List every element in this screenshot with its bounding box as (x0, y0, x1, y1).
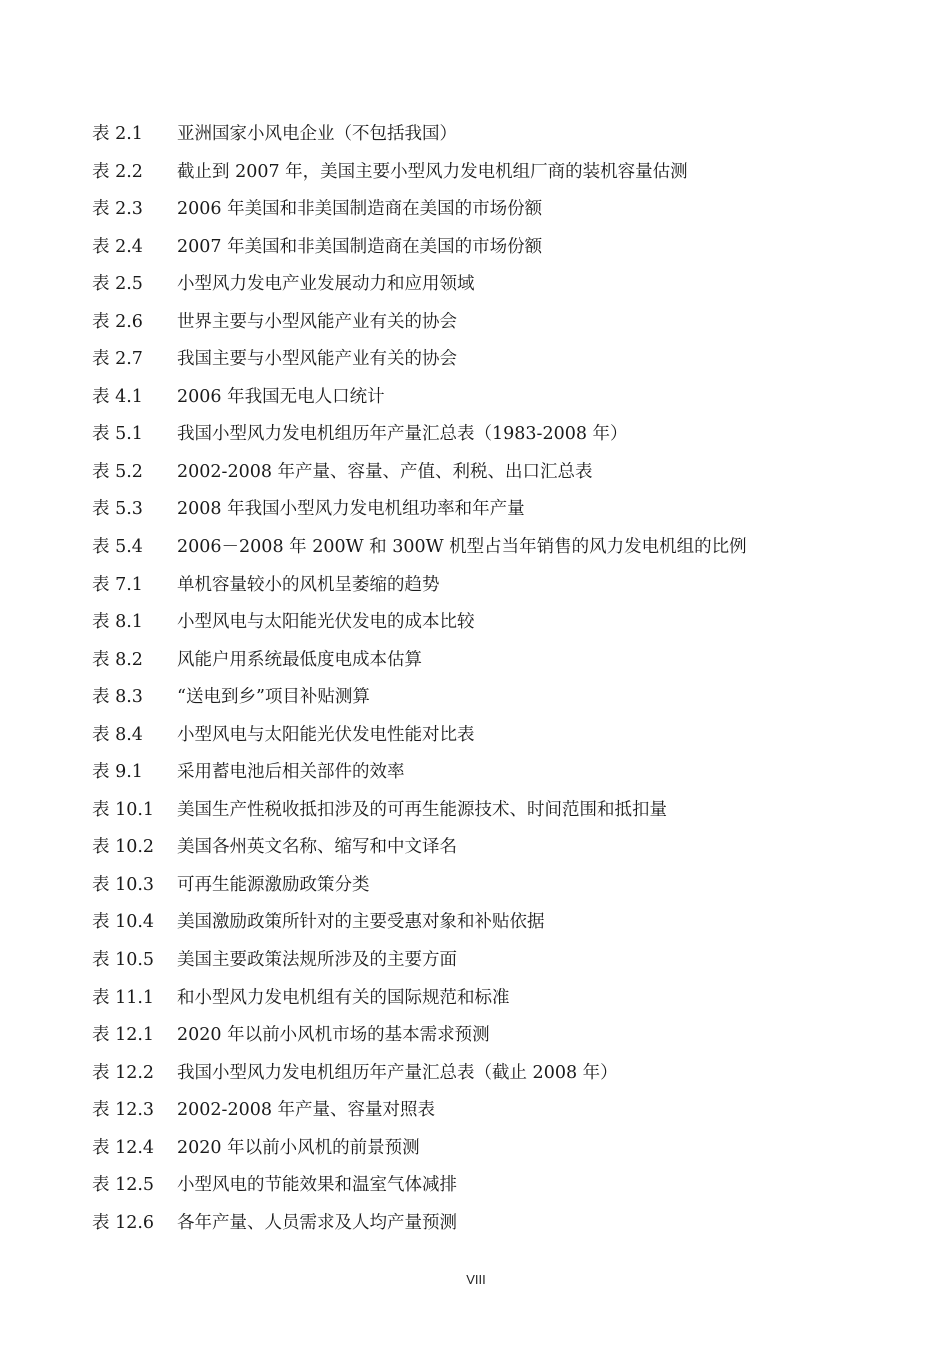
list-item (92, 942, 892, 980)
list-item (92, 191, 892, 229)
list-item (92, 454, 892, 492)
table-number: 表 12.1 (92, 1025, 155, 1046)
table-number: 表 2.3 (92, 199, 143, 220)
list-item (92, 717, 892, 755)
list-item (92, 1167, 892, 1205)
table-title: 截止到 2007 年，美国主要小型风力发电机组厂商的装机容量估测 (177, 161, 688, 182)
table-number: 表 10.5 (92, 950, 155, 971)
table-title: 我国小型风力发电机组历年产量汇总表（1983-2008 年） (177, 424, 628, 445)
table-number: 表 12.4 (92, 1137, 155, 1158)
table-number: 表 5.4 (92, 537, 143, 558)
list-item (92, 529, 892, 567)
list-item (92, 304, 892, 342)
list-item (92, 341, 892, 379)
table-number: 表 2.1 (92, 124, 143, 144)
table-title: 世界主要与小型风能产业有关的协会 (177, 311, 457, 332)
table-number: 表 2.6 (92, 311, 143, 332)
table-number: 表 10.2 (92, 837, 155, 858)
list-item (92, 642, 892, 680)
table-number: 表 9.1 (92, 762, 143, 783)
table-title: 2006 年美国和非美国制造商在美国的市场份额 (177, 199, 543, 220)
table-number: 表 12.3 (92, 1100, 155, 1121)
table-title: 小型风电与太阳能光伏发电性能对比表 (177, 724, 475, 745)
list-item (92, 379, 892, 417)
table-title: 我国小型风力发电机组历年产量汇总表（截止 2008 年） (177, 1062, 618, 1083)
list-item (92, 604, 892, 642)
table-number: 表 5.1 (92, 424, 143, 445)
list-item (92, 867, 892, 905)
table-number: 表 10.4 (92, 912, 155, 933)
table-number: 表 10.3 (92, 874, 155, 895)
table-number: 表 7.1 (92, 574, 143, 595)
list-item (92, 829, 892, 867)
list-of-tables (92, 116, 892, 1242)
table-title: 和小型风力发电机组有关的国际规范和标准 (177, 987, 510, 1008)
table-number: 表 2.7 (92, 349, 143, 370)
table-title: 采用蓄电池后相关部件的效率 (177, 762, 405, 783)
table-title: 小型风电与太阳能光伏发电的成本比较 (177, 612, 475, 633)
table-number: 表 10.1 (92, 799, 155, 820)
table-title: “送电到乡”项目补贴测算 (177, 687, 370, 708)
table-title: 我国主要与小型风能产业有关的协会 (177, 349, 457, 370)
table-title: 亚洲国家小风电企业（不包括我国） (177, 124, 457, 144)
list-item (92, 679, 892, 717)
table-number: 表 12.6 (92, 1212, 155, 1233)
table-number: 表 2.5 (92, 274, 143, 295)
list-item (92, 754, 892, 792)
table-number: 表 12.2 (92, 1062, 155, 1083)
table-number: 表 8.4 (92, 724, 143, 745)
table-number: 表 4.1 (92, 386, 143, 407)
list-item (92, 1055, 892, 1093)
table-number: 表 2.4 (92, 236, 143, 257)
list-item (92, 154, 892, 192)
table-title: 2020 年以前小风机市场的基本需求预测 (177, 1025, 490, 1046)
table-number: 表 8.1 (92, 612, 143, 633)
list-item (92, 567, 892, 605)
table-title: 美国生产性税收抵扣涉及的可再生能源技术、时间范围和抵扣量 (177, 799, 667, 820)
table-title: 2002-2008 年产量、容量、产值、利税、出口汇总表 (177, 461, 593, 482)
list-item (92, 980, 892, 1018)
list-item (92, 1205, 892, 1243)
list-item (92, 416, 892, 454)
table-title: 美国主要政策法规所涉及的主要方面 (177, 950, 457, 971)
table-title: 2008 年我国小型风力发电机组功率和年产量 (177, 499, 525, 520)
list-item (92, 1092, 892, 1130)
table-title: 2006－2008 年 200W 和 300W 机型占当年销售的风力发电机组的比例 (177, 537, 747, 558)
table-number: 表 12.5 (92, 1175, 155, 1196)
list-item (92, 1130, 892, 1168)
list-item (92, 266, 892, 304)
table-title: 2006 年我国无电人口统计 (177, 386, 385, 407)
table-title: 小型风力发电产业发展动力和应用领域 (177, 274, 475, 295)
table-title: 小型风电的节能效果和温室气体减排 (177, 1175, 457, 1196)
table-number: 表 8.2 (92, 649, 143, 670)
list-item (92, 792, 892, 830)
table-title: 可再生能源激励政策分类 (177, 874, 370, 895)
table-title: 美国激励政策所针对的主要受惠对象和补贴依据 (177, 912, 545, 933)
list-item (92, 116, 892, 154)
list-item (92, 904, 892, 942)
table-number: 表 8.3 (92, 687, 143, 708)
list-item (92, 1017, 892, 1055)
list-item (92, 491, 892, 529)
page-number: VIII (466, 1272, 486, 1287)
table-title: 美国各州英文名称、缩写和中文译名 (177, 837, 457, 858)
table-number: 表 2.2 (92, 161, 143, 182)
table-number: 表 5.3 (92, 499, 143, 520)
table-number: 表 5.2 (92, 461, 143, 482)
table-title: 2007 年美国和非美国制造商在美国的市场份额 (177, 236, 543, 257)
table-title: 各年产量、人员需求及人均产量预测 (177, 1212, 457, 1233)
table-number: 表 11.1 (92, 987, 155, 1008)
table-title: 单机容量较小的风机呈萎缩的趋势 (177, 574, 440, 595)
table-title: 2002-2008 年产量、容量对照表 (177, 1100, 436, 1121)
table-title: 风能户用系统最低度电成本估算 (177, 649, 422, 670)
table-title: 2020 年以前小风机的前景预测 (177, 1137, 420, 1158)
list-item (92, 229, 892, 267)
